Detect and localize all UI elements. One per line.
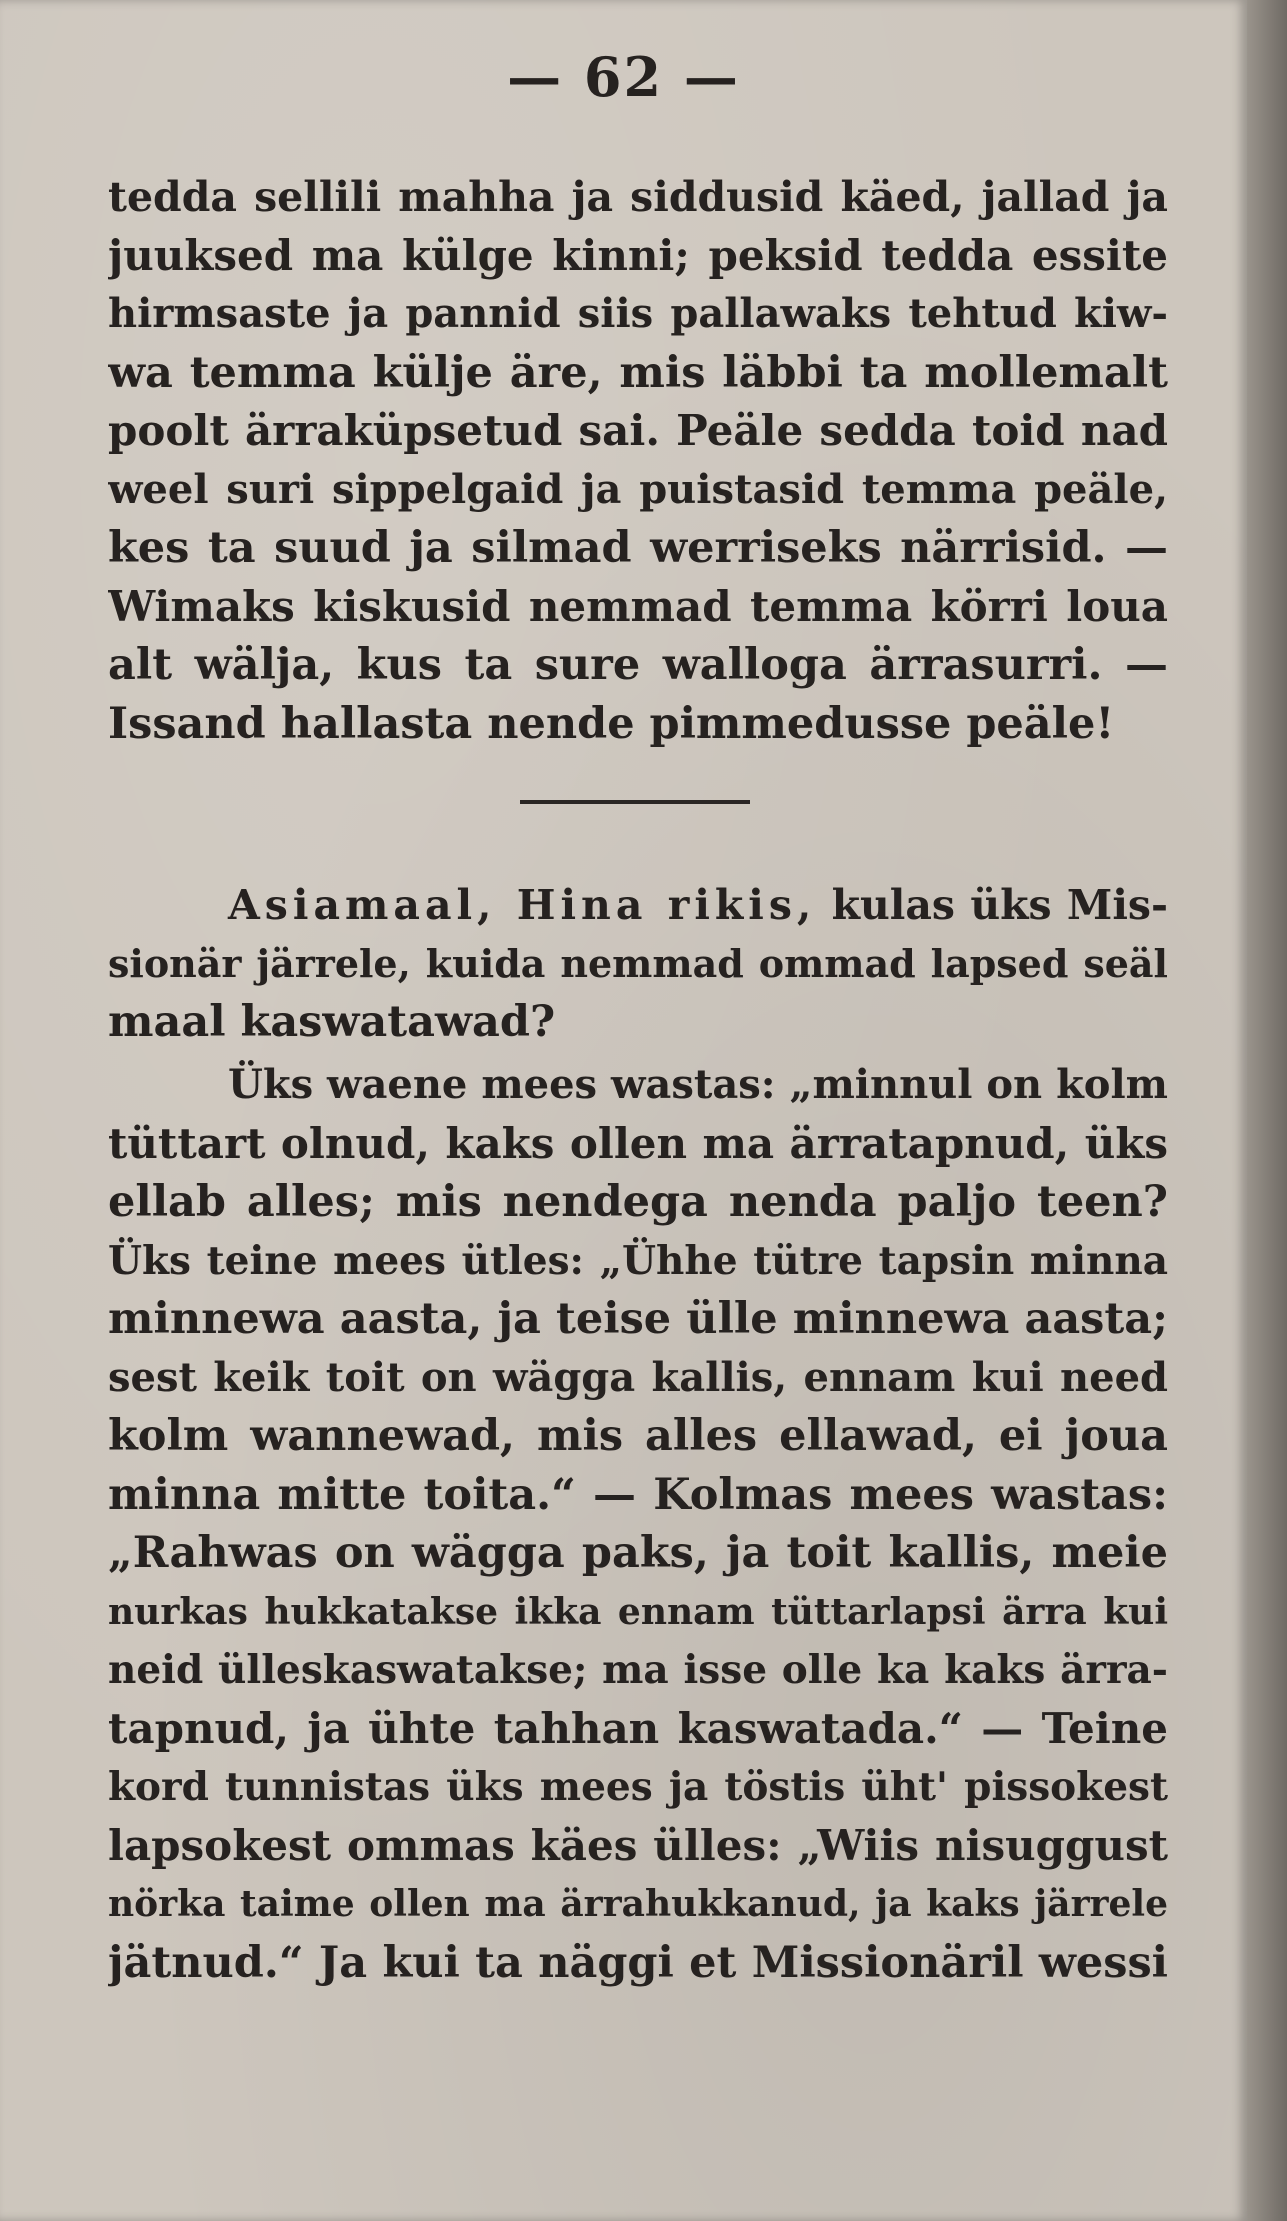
text-line: neid ülleskaswatakse; ma isse olle ka kaks ärra- xyxy=(108,1647,1168,1693)
text-line: nörka taime ollen ma ärrahukkanud, ja kaks järrele xyxy=(108,1883,1168,1925)
text-line: wa temma külje äre, mis läbbi ta mollemalt xyxy=(108,347,1168,398)
text-line: kolm wannewad, mis alles ellawad, ei joua xyxy=(108,1411,1168,1461)
text-line: juuksed ma külge kinni; peksid tedda essite xyxy=(108,230,1168,280)
text-line: jätnud.“ Ja kui ta näggi et Missionäril wessi xyxy=(108,1937,1168,1988)
text-line: Issand hallasta nende pimmedusse peäle! xyxy=(108,698,1115,749)
text-line: nurkas hukkatakse ikka ennam tüttarlapsi ärra kui xyxy=(108,1590,1168,1633)
page-number: — 62 — xyxy=(507,45,740,109)
text-line: kord tunnistas üks mees ja töstis üht' pissokest xyxy=(108,1764,1168,1810)
text-line: hirmsaste ja pannid siis pallawaks tehtud kiw- xyxy=(108,290,1168,337)
text-line: minna mitte toita.“ — Kolmas mees wastas: xyxy=(108,1469,1168,1520)
paragraph-second xyxy=(108,876,1168,1052)
text-line: Üks waene mees wastas: „minnul on kolm xyxy=(228,1061,1168,1108)
text-line: kes ta suud ja silmad werriseks närrisid. — xyxy=(108,523,1168,573)
paragraph-third xyxy=(108,1056,1168,1992)
text-line: weel suri sippelgaid ja puistasid temma peäle, xyxy=(108,465,1168,513)
paragraph-first xyxy=(108,168,1168,753)
text-line: minnewa aasta, ja teise ülle minnewa aasta; xyxy=(108,1294,1168,1344)
text-line: „Rahwas on wägga paks, ja toit kallis, meie xyxy=(108,1528,1168,1578)
section-separator xyxy=(520,800,750,804)
text-line: tapnud, ja ühte tahhan kaswatada.“ — Teine xyxy=(108,1703,1168,1753)
text-line: alt wälja, kus ta sure walloga ärrasurri. — xyxy=(108,640,1168,690)
text-line: Üks teine mees ütles: „Ühhe tütre tapsin minna xyxy=(108,1237,1168,1284)
page-edge-shadow xyxy=(1247,0,1287,2221)
spaced-heading: Asiamaal, Hina rikis, xyxy=(228,881,817,929)
text-line: tüttart olnud, kaks ollen ma ärratapnud, üks xyxy=(108,1118,1168,1168)
text-line: Wimaks kiskusid nemmad temma körri loua xyxy=(108,581,1168,631)
text-line: maal kaswatawad? xyxy=(108,997,556,1047)
text-line: lapsokest ommas käes ülles: „Wiis nisuggust xyxy=(108,1820,1168,1870)
text-line-with-heading xyxy=(108,876,1168,935)
text-line: sionär järrele, kuida nemmad ommad lapsed seäl xyxy=(108,940,1168,986)
text-line: poolt ärraküpsetud sai. Peäle sedda toid nad xyxy=(108,406,1168,455)
text-line: tedda sellili mahha ja siddusid käed, jallad ja xyxy=(108,173,1168,221)
text-line: sest keik toit on wägga kallis, ennam kui need xyxy=(108,1353,1168,1401)
text-line: ellab alles; mis nendega nenda paljo teen? xyxy=(108,1177,1168,1227)
text-fragment: kulas üks Mis- xyxy=(831,881,1168,929)
